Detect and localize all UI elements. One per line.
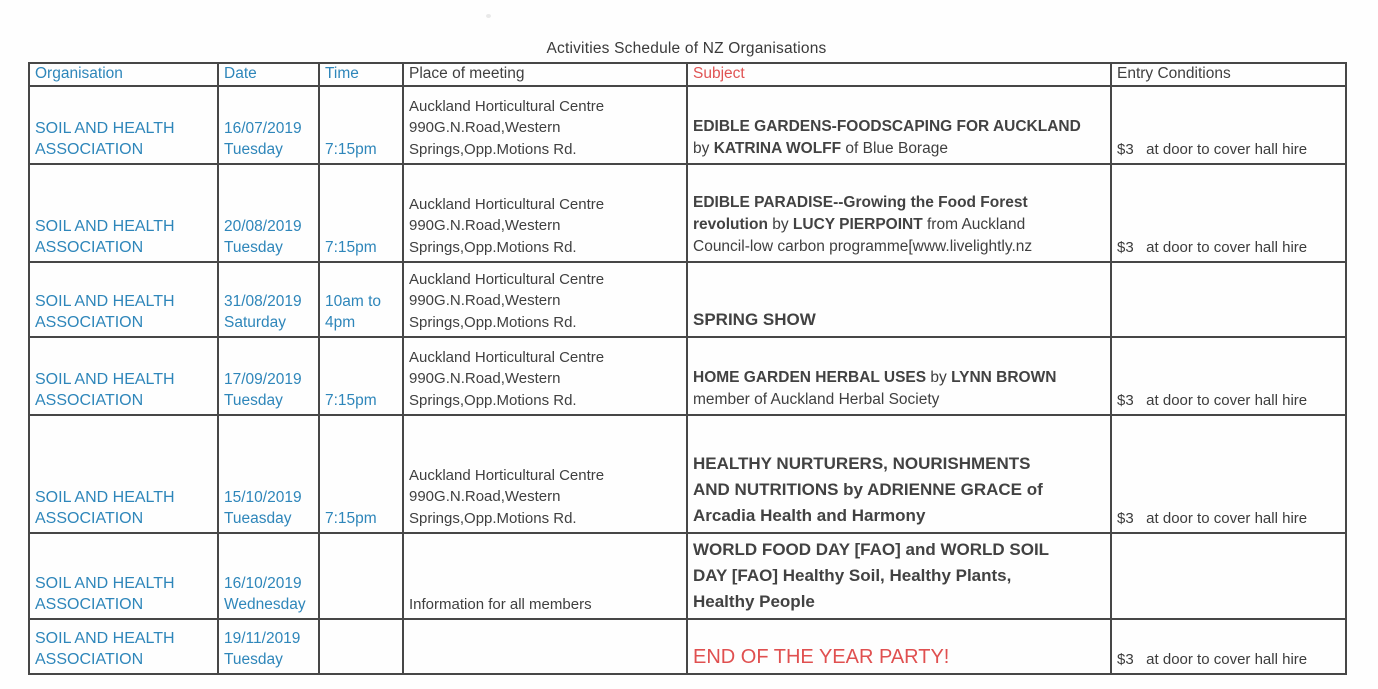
time-cell: 10am to 4pm	[319, 262, 403, 337]
org-cell: SOIL AND HEALTH ASSOCIATION	[29, 619, 218, 674]
table-row	[29, 533, 1346, 619]
org-cell: SOIL AND HEALTH ASSOCIATION	[29, 533, 218, 619]
place-cell: Auckland Horticultural Centre 990G.N.Road,Western Springs,Opp.Motions Rd.	[403, 337, 687, 415]
date-cell: 31/08/2019 Saturday	[218, 262, 319, 337]
place-cell	[403, 619, 687, 674]
header-time: Time	[319, 63, 403, 86]
date-cell: 15/10/2019 Tueasday	[218, 415, 319, 533]
org-cell: SOIL AND HEALTH ASSOCIATION	[29, 164, 218, 262]
place-cell: Auckland Horticultural Centre 990G.N.Road,Western Springs,Opp.Motions Rd.	[403, 415, 687, 533]
date-cell: 20/08/2019 Tuesday	[218, 164, 319, 262]
place-cell: Auckland Horticultural Centre 990G.N.Road,Western Springs,Opp.Motions Rd.	[403, 164, 687, 262]
time-cell: 7:15pm	[319, 86, 403, 164]
date-cell: 16/10/2019 Wednesday	[218, 533, 319, 619]
org-cell: SOIL AND HEALTH ASSOCIATION	[29, 262, 218, 337]
table-row	[29, 337, 1346, 415]
org-cell: SOIL AND HEALTH ASSOCIATION	[29, 86, 218, 164]
entry-cell	[1111, 262, 1346, 337]
header-row	[29, 63, 1346, 86]
table-row	[29, 262, 1346, 337]
scan-artifact-dot	[486, 14, 491, 18]
date-cell: 17/09/2019 Tuesday	[218, 337, 319, 415]
table-row	[29, 619, 1346, 674]
org-cell: SOIL AND HEALTH ASSOCIATION	[29, 337, 218, 415]
entry-cell: $3 at door to cover hall hire	[1111, 415, 1346, 533]
header-organisation: Organisation	[29, 63, 218, 86]
time-cell: 7:15pm	[319, 164, 403, 262]
header-subject: Subject	[687, 63, 1111, 86]
entry-cell: $3 at door to cover hall hire	[1111, 86, 1346, 164]
table-body	[29, 86, 1346, 674]
time-cell: 7:15pm	[319, 337, 403, 415]
time-cell	[319, 533, 403, 619]
date-cell: 16/07/2019 Tuesday	[218, 86, 319, 164]
header-date: Date	[218, 63, 319, 86]
subject-cell: SPRING SHOW	[687, 262, 1111, 337]
table-row	[29, 164, 1346, 262]
subject-cell: HEALTHY NURTURERS, NOURISHMENTS AND NUTRITIONS by ADRIENNE GRACE of Arcadia Health and Harmony	[687, 415, 1111, 533]
table-row	[29, 86, 1346, 164]
table-header	[29, 63, 1346, 86]
activities-schedule-table	[28, 62, 1347, 675]
time-cell: 7:15pm	[319, 415, 403, 533]
place-cell: Auckland Horticultural Centre 990G.N.Road,Western Springs,Opp.Motions Rd.	[403, 86, 687, 164]
subject-cell: WORLD FOOD DAY [FAO] and WORLD SOIL DAY [FAO] Healthy Soil, Healthy Plants, Healthy People	[687, 533, 1111, 619]
subject-cell: EDIBLE GARDENS-FOODSCAPING FOR AUCKLAND by KATRINA WOLFF of Blue Borage	[687, 86, 1111, 164]
document-title: Activities Schedule of NZ Organisations	[546, 40, 827, 57]
entry-cell: $3 at door to cover hall hire	[1111, 619, 1346, 674]
entry-cell	[1111, 533, 1346, 619]
entry-cell: $3 at door to cover hall hire	[1111, 164, 1346, 262]
place-cell: Auckland Horticultural Centre 990G.N.Road,Western Springs,Opp.Motions Rd.	[403, 262, 687, 337]
header-entry-conditions: Entry Conditions	[1111, 63, 1346, 86]
time-cell	[319, 619, 403, 674]
table-row	[29, 415, 1346, 533]
place-cell: Information for all members	[403, 533, 687, 619]
header-place-of-meeting: Place of meeting	[403, 63, 687, 86]
entry-cell: $3 at door to cover hall hire	[1111, 337, 1346, 415]
subject-cell: EDIBLE PARADISE--Growing the Food Forest revolution by LUCY PIERPOINT from Auckland Council-low carbon programme[www.livelightly.nz	[687, 164, 1111, 262]
date-cell: 19/11/2019 Tuesday	[218, 619, 319, 674]
org-cell: SOIL AND HEALTH ASSOCIATION	[29, 415, 218, 533]
subject-cell: END OF THE YEAR PARTY!	[687, 619, 1111, 674]
subject-cell: HOME GARDEN HERBAL USES by LYNN BROWN member of Auckland Herbal Society	[687, 337, 1111, 415]
